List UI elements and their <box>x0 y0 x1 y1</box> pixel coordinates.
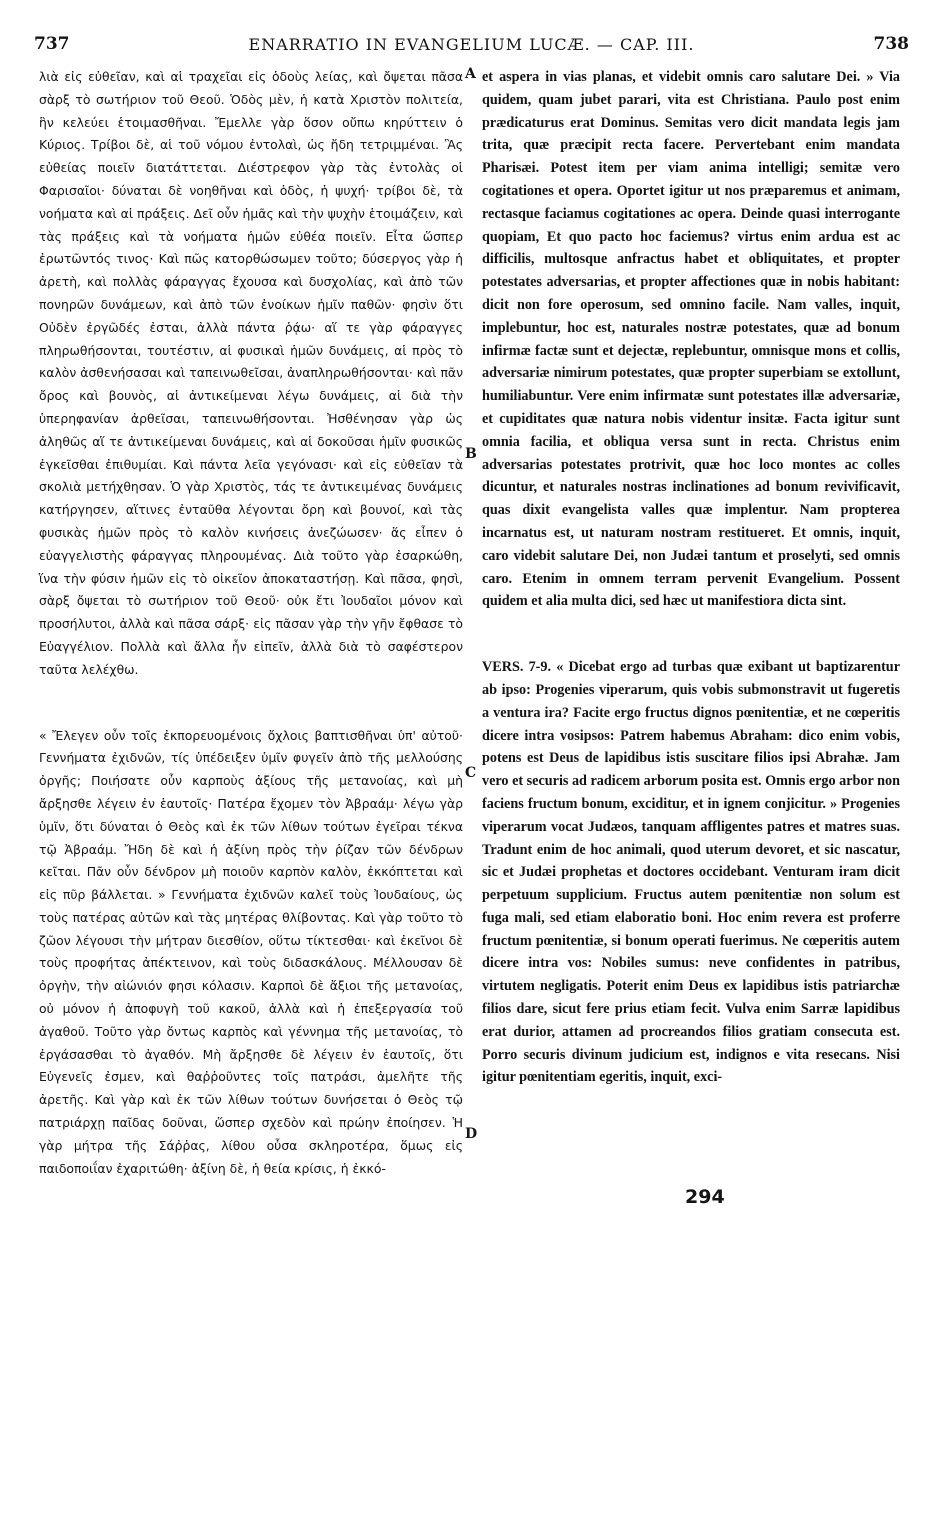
page-header <box>34 34 909 58</box>
latin-paragraph-1: et aspera in vias planas, et videbit omnis caro salutare Dei. » Via quidem, quam jubet parari, vita est Christiana. Paulo post enim prædicaturus erat Dominus. Semitas vero dicit mandata legis jam trita, quæ præcipit recta facere. Pervertebant enim mandata Pharisæi. Potest item per viam anima intelligi; semitæ vero cogitationes et opera. Oportet igitur ut nos præparemus et animam, rectasque faciamus cogitationes ac opera. Deinde quasi interrogante quopiam, Et quo pacto hoc faciemus? virtus enim ardua est ac difficilis, multosque anfractus habet et obliquitates, et propter potestates adversarias, et propter affectiones quæ in nobis habitant: dicit non fore operosum, sed omnino facile. Nam valles, inquit, implebuntur, hoc est, naturales nostræ potestates, quæ ad bonum infirmæ factæ sunt et dejectæ, replebuntur, omnisque mons et collis, adversariæ nimirum potestates, quæ propter superbiam se extollunt, humiliabuntur. Vere enim infirmatæ sunt potestates illæ adversariæ, et cupiditates quæ natura nobis videntur insitæ. Facta igitur sunt omnia facilia, et obliqua versa sunt in recta. Christus enim adversarias potestates protrivit, quæ hoc loco montes ac colles dicuntur, et naturales nostras inclinationes ad bonum revivificavit, quas dixit evangelista valles quæ implentur. Nam propterea incarnatus est, ut naturam nostram restitueret. Et omnis, inquit, caro videbit salutare Dei, non Judæi tantum et proselyti, sed omnis caro. Etenim in omnem terram pervenit Evangelium. Possent quidem et alia multa dici, sed hæc ut manifestiora dicta sint. <box>482 69 900 610</box>
right-page-number: 738 <box>873 34 909 54</box>
latin-paragraph-2: VERS. 7-9. « Dicebat ergo ad turbas quæ exibant ut baptizarentur ab ipso: Progenies viperarum, quis vobis submonstravit ut fugeretis a ventura ira? Facite ergo fructus dignos pœnitentiæ, et ne cœperitis dicere intra vosipsos: Patrem habemus Abraham: dico enim vobis, potens est Deus de lapidibus istis suscitare filios ipsi Abrahæ. Jam vero et securis ad radicem arborum posita est. Omnis ergo arbor non faciens fructum bonum, exciditur, et in ignem conjicitur. » Progenies viperarum vocat Judæos, tanquam affligentes patres et matres suas. Tradunt enim de hoc animali, quod uterum devoret, et sic nascatur, sic et Judæi prophetas et doctores occidebant. Venturam iram dicit perpetuum supplicium. Fructus autem pœnitentiæ non solum est fuga mali, sed etiam elaboratio boni. Hoc enim revera est proferre fructum pœnitentiæ, si bonum operati fuerimus. Ne cœperitis autem dicere intra vos: Nobiles sumus: neve confidentes in patribus, virtutem negligatis. Poterit enim Deus ex lapidibus istis patriarchæ filios dare, sicut fere prius etiam fecit. Vulva enim Sarræ lapidibus erat durior, attamen ad procreandos filios gratiam consecuta est. Porro securis divinum judicium est, indignos e vita resecans. Nisi igitur pœnitentiam egeritis, inquit, exci- <box>482 659 900 1086</box>
left-page-number: 737 <box>34 34 70 54</box>
margin-marker-d: D <box>465 1126 478 1142</box>
greek-paragraph-2: « Ἔλεγεν οὖν τοῖς ἐκπορευομένοις ὄχλοις βαπτισθῆναι ὑπ' αὐτοῦ· Γεννήματα ἐχιδνῶν, τίς ὑπέδειξεν ὑμῖν φυγεῖν ἀπὸ τῆς μελλούσης ὀργῆς; Ποιήσατε οὖν καρποὺς ἀξίους τῆς μετανοίας, καὶ μὴ ἄρξησθε λέγειν ἐν ἑαυτοῖς· Πατέρα ἔχομεν τὸν Ἀβραάμ· λέγω γὰρ ὑμῖν, ὅτι δύναται ὁ Θεὸς καὶ ἐκ τῶν λίθων τούτων ἐγεῖραι τέκνα τῷ Ἀβραάμ. Ἤδη δὲ καὶ ἡ ἀξίνη πρὸς τὴν ῥίζαν τῶν δένδρων κεῖται. Πᾶν οὖν δένδρον μὴ ποιοῦν καρπὸν καλὸν, ἐκκόπτεται καὶ εἰς πῦρ βάλλεται. » Γεννήματα ἐχιδνῶν καλεῖ τοὺς Ἰουδαίους, ὡς τοὺς πατέρας αὐτῶν καὶ τὰς μητέρας θλίβοντας. Καὶ γὰρ τοῦτο τὸ ζῶον λέγουσι τὴν μήτραν διεσθίον, οὕτω τίκτεσθαι· καὶ ἐκεῖνοι δὲ τοὺς προφήτας ἀπέκτεινον, καὶ τοὺς διδασκάλους. Μέλλουσαν δὲ ὀργὴν, τὴν αἰώνιόν φησι κόλασιν. Καρποὶ δὲ ἄξιοι τῆς μετανοίας, οὐ μόνον ἡ ἀποφυγὴ τοῦ κακοῦ, ἀλλὰ καὶ ἡ ἐπεξεργασία τοῦ ἀγαθοῦ. Τοῦτο γὰρ ὄντως καρπὸς καὶ γέννημα τῆς μετανοίας, τὸ ἐργάσασθαι τὸ ἀγαθόν. Μὴ ἄρξησθε δὲ λέγειν ἐν ἑαυτοῖς, ὅτι Εὐγενεῖς ἐσμεν, καὶ θαῤῥοῦντες τοῖς πατράσι, ἀμελῆτε τῆς ἀρετῆς. Καὶ γὰρ καὶ ἐκ τῶν λίθων τούτων δυνήσεται ὁ Θεὸς τῷ πατριάρχῃ παῖδας δοῦναι, ὥσπερ σχεδὸν καὶ πρώην ἐποίησεν. Ἡ γὰρ μήτρα τῆς Σάῤῥας, λίθου οὖσα σκληροτέρα, ὅμως εἰς παιδοποιΐαν ἐχαριτώθη· ἀξίνη δὲ, ἡ θεία κρίσις, ἡ ἐκκό- <box>39 727 463 1176</box>
margin-marker-a: A <box>465 66 476 82</box>
paragraph-gap <box>482 613 900 656</box>
column-number: 294 <box>685 1186 725 1208</box>
running-title: ENARRATIO IN EVANGELIUM LUCÆ. — CAP. III. <box>248 35 695 54</box>
greek-column <box>39 66 463 1180</box>
greek-paragraph-1: λιὰ εἰς εὐθεῖαν, καὶ αἱ τραχεῖαι εἰς ὁδοὺς λείας, καὶ ὄψεται πᾶσα σὰρξ τὸ σωτήριον τοῦ Θεοῦ. Ὁδὸς μὲν, ἡ κατὰ Χριστὸν πολιτεία, ἣν κελεύει ἑτοιμασθῆναι. Ἔμελλε γὰρ ὅσον οὔπω κηρύττειν ὁ Κύριος. Τρίβοι δὲ, αἱ τοῦ νόμου ἐντολαὶ, ὡς ἤδη τετριμμέναι. Ἃς εὐθείας ποιεῖν διατάττεται. Διέστρεφον γὰρ τὰς ἐντολὰς οἱ Φαρισαῖοι· δύναται δὲ νοηθῆναι καὶ ὁδὸς, ἡ ψυχή· τρίβοι δὲ, τὰ νοήματα καὶ αἱ πράξεις. Δεῖ οὖν ἡμᾶς καὶ τὴν ψυχὴν ἑτοιμάζειν, καὶ τὰς πράξεις καὶ τὰ νοήματα ἡμῶν εὐθέα ποιεῖν. Εἶτα ὥσπερ ἐρωτῶντός τινος· Καὶ πῶς κατορθώσωμεν τοῦτο; δύσεργος γὰρ ἡ ἀρετὴ, καὶ πολλὰς φάραγγας ἔχουσα καὶ δυσχολίας, καὶ ἀπὸ τῶν πονηρῶν δυνάμεων, καὶ ἀπὸ τῶν ἐνοίκων ἡμῖν παθῶν· φησὶν ὅτι Οὐδὲν ἐργῶδές ἐσται, ἀλλὰ πάντα ῥᾴω· αἵ τε γὰρ φάραγγες πληρωθήσονται, τουτέστιν, αἱ φυσικαὶ ἡμῶν δυνάμεις, αἱ πρὸς τὸ καλὸν ἀσθενήσασαι καὶ ταπεινωθεῖσαι, ἀναπληρωθήσονται· καὶ πᾶν ὄρος καὶ βουνὸς, αἱ ἀντικείμεναι λέγω δυνάμεις, αἱ διὰ τὴν ὑπερηφανίαν ἀρθεῖσαι, ταπεινωθήσονται. Ἠσθένησαν γὰρ ὡς ἀληθῶς αἵ τε ἀντικείμεναι δυνάμεις, καὶ αἱ δοκοῦσαι ἡμῖν φυσικῶς ἐγκεῖσθαι ἐπιθυμίαι. Καὶ πάντα λεῖα γεγόνασι· καὶ εἰς εὐθεῖαν τὰ σκολιὰ μετήχθησαν. Ὁ γὰρ Χριστὸς, τάς τε ἀντικειμένας δυνάμεις κατήργησεν, αἵτινες ἐνταῦθα λέγονται ὄρη καὶ βουνοί, καὶ τὰς φυσικὰς ἡμῶν πρὸς τὸ καλὸν κινήσεις ἀνεζώωσεν· ἅς εἶπεν ὁ εὐαγγελιστὴς φάραγγας πληρουμένας. Διὰ τοῦτο γὰρ ἐσαρκώθη, ἵνα τὴν φύσιν ἡμῶν εἰς τὸ οἰκεῖον ἀποκαταστήσῃ. Καὶ πᾶσα, φησὶ, σὰρξ ὄψεται τὸ σωτήριον τοῦ Θεοῦ· οὐκ ἔτι Ἰουδαῖοι μόνον καὶ προσήλυτοι, ἀλλὰ καὶ πᾶσα σάρξ· εἰς πᾶσαν γὰρ τὴν γῆν ἔφθασε τὸ Εὐαγγέλιον. Πολλὰ καὶ ἄλλα ἦν εἰπεῖν, ἀλλὰ διὰ τὸ σαφέστερον ταῦτα λελέχθω. <box>39 69 463 677</box>
margin-marker-b: B <box>465 446 477 462</box>
latin-column <box>482 66 900 1089</box>
paragraph-gap <box>39 682 463 725</box>
margin-marker-c: C <box>465 765 477 781</box>
